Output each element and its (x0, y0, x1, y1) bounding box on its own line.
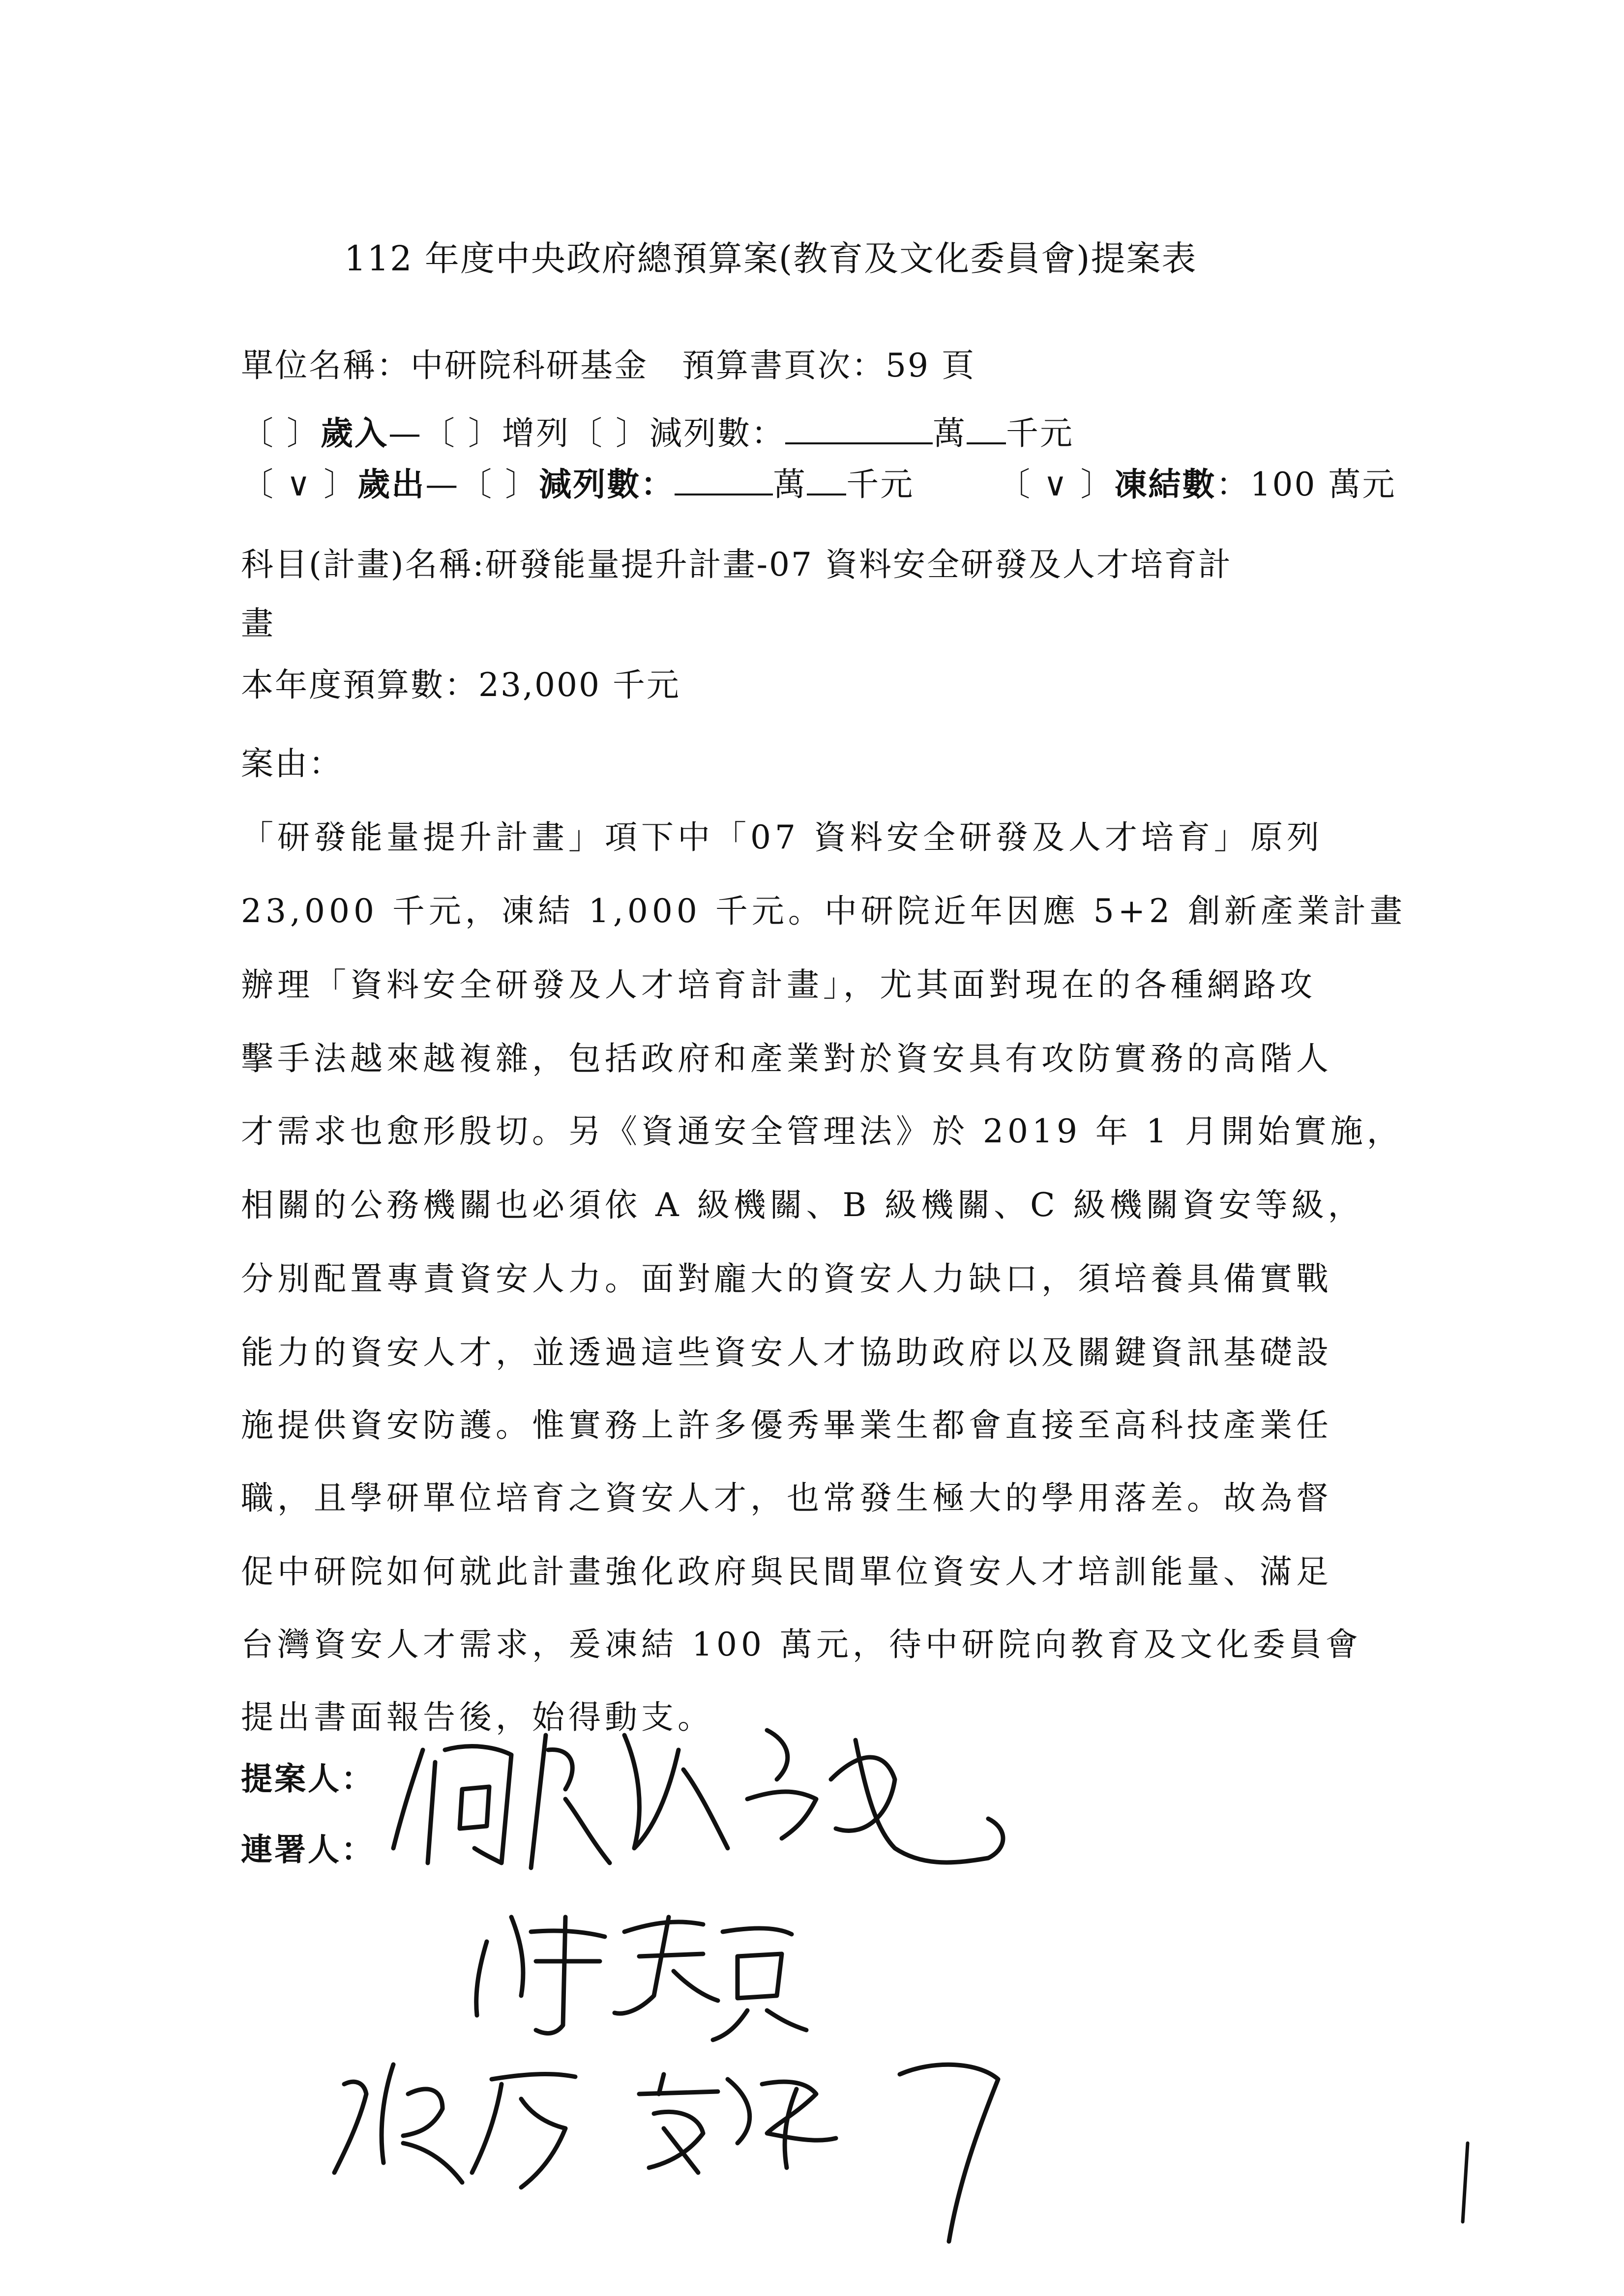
subject-line-2: 畫 (241, 605, 275, 642)
freeze-value: ：100 萬元 (1216, 465, 1396, 503)
expenditure-dash: — (425, 465, 460, 503)
reason-line: 促中研院如何就此計畫強化政府與民間單位資安人才培訓能量、滿足 (241, 1553, 1332, 1591)
freeze-label: 凍結數 (1114, 465, 1216, 503)
reason-label: 案由： (241, 745, 343, 783)
revenue-dash: — (388, 414, 422, 452)
budget-line: 本年度預算數：23,000 千元 (241, 666, 680, 704)
unit-line: 單位名稱：中研院科研基金 預算書頁次：59 頁 (241, 347, 975, 384)
cosigner-label: 連署人： (241, 1831, 375, 1868)
expenditure-unit-wan: 萬 (773, 465, 807, 503)
reason-line: 提出書面報告後，始得動支。 (241, 1698, 714, 1736)
reason-line: 23,000 千元，凍結 1,000 千元。中研院近年因應 5+2 創新產業計畫 (241, 892, 1407, 930)
revenue-unit-qian: 千元 (1005, 414, 1074, 452)
subject-line-1: 科目(計畫)名稱:研發能量提升計畫-07 資料安全研發及人才培育計 (241, 546, 1232, 583)
reason-line: 分別配置專責資安人力。面對龐大的資安人力缺口，須培養具備實戰 (241, 1260, 1332, 1298)
signature-cosigner-1 (476, 1917, 806, 2040)
revenue-unit-wan: 萬 (932, 414, 967, 452)
reason-line: 施提供資安防護。惟實務上許多優秀畢業生都會直接至高科技產業任 (241, 1406, 1332, 1444)
form-title: 112 年度中央政府總預算案(教育及文化委員會)提案表 (344, 238, 1197, 279)
expenditure-decrease-checkbox: 〔 〕 (459, 465, 539, 503)
expenditure-label: 歲出 (357, 465, 426, 503)
freeze-checkbox-checked: 〔 ∨ 〕 (998, 465, 1115, 503)
revenue-decrease: 〔 〕減列數： (569, 414, 785, 452)
expenditure-unit-qian: 千元 (846, 465, 915, 503)
signature-cosigner-2 (334, 2064, 998, 2241)
reason-line: 才需求也愈形殷切。另《資通安全管理法》於 2019 年 1 月開始實施， (241, 1112, 1403, 1150)
expenditure-decrease-label: 減列數： (539, 465, 675, 503)
reason-line: 相關的公務機關也必須依 A 級機關、B 級機關、C 級機關資安等級， (241, 1186, 1364, 1224)
proposer-label: 提案人： (241, 1761, 375, 1798)
expenditure-checkbox-checked: 〔 ∨ 〕 (241, 465, 358, 503)
reason-line: 職，且學研單位培育之資安人才，也常發生極大的學用落差。故為督 (241, 1479, 1332, 1517)
reason-line: 台灣資安人才需求，爰凍結 100 萬元，待中研院向教育及文化委員會 (241, 1626, 1362, 1663)
revenue-increase: 〔 〕增列 (422, 414, 570, 452)
revenue-checkbox: 〔 〕 (241, 414, 321, 452)
reason-line: 能力的資安人才，並透過這些資安人才協助政府以及關鍵資訊基礎設 (241, 1334, 1332, 1371)
signature-proposer (393, 1730, 1003, 1868)
reason-line: 辦理「資料安全研發及人才培育計畫」，尤其面對現在的各種網路攻 (241, 966, 1316, 1004)
reason-line: 「研發能量提升計畫」項下中「07 資料安全研發及人才培育」原列 (241, 818, 1323, 856)
revenue-label: 歲入 (320, 414, 388, 452)
reason-line: 擊手法越來越複雜，包括政府和產業對於資安具有攻防實務的高階人 (241, 1040, 1332, 1077)
